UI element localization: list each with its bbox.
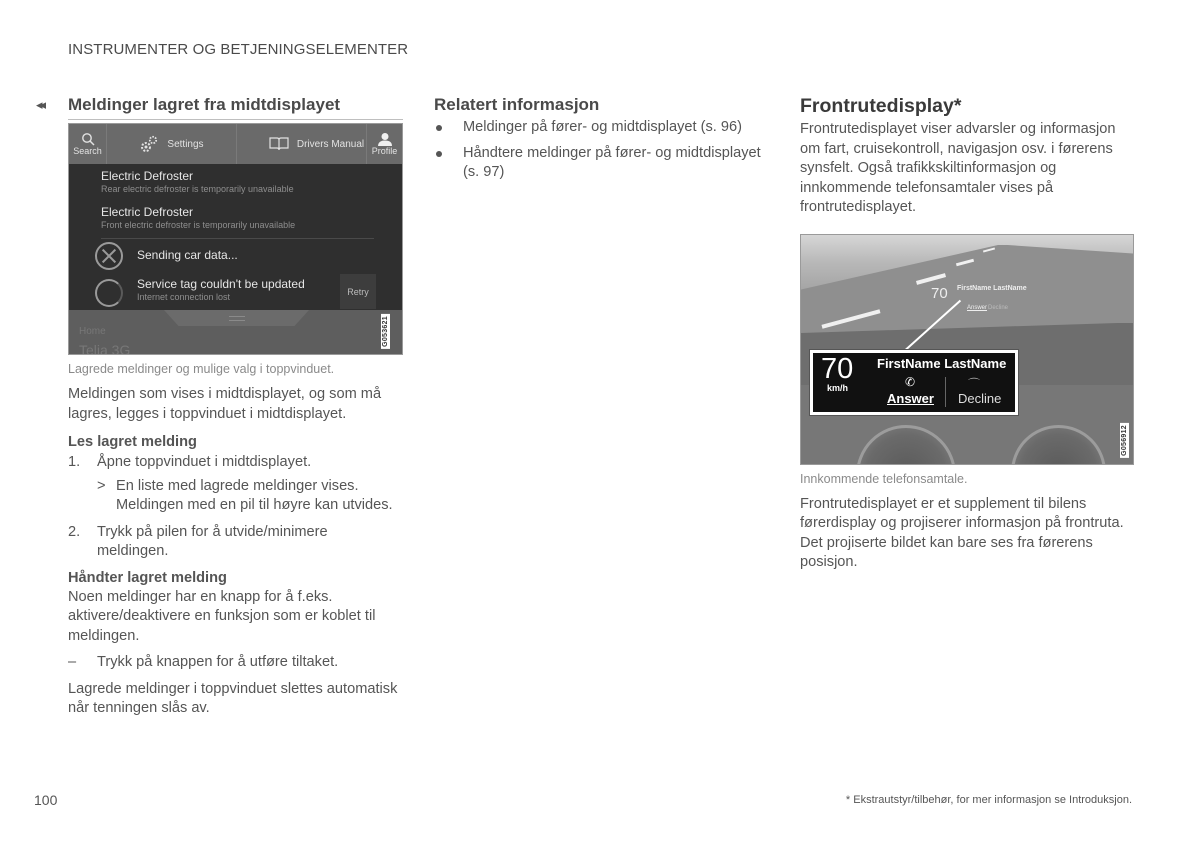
projected-decline: Decline: [988, 304, 1009, 311]
hud-callout: [810, 350, 1018, 415]
search-label: Search: [73, 146, 102, 156]
handle-grip-icon: [229, 316, 245, 321]
hangup-icon: ⌒: [968, 376, 981, 391]
column-hud: [800, 94, 1135, 573]
settings-button: [107, 124, 237, 164]
step-text: Trykk på pilen for å utvide/minimere meldingen.: [97, 523, 328, 559]
divider: [101, 238, 374, 239]
message-title: Electric Defroster: [101, 169, 194, 183]
section-title: Meldinger lagret fra midtdisplayet: [68, 94, 403, 120]
bullet-icon: [436, 125, 442, 131]
progress-ring-icon: [95, 279, 123, 307]
message-title: Electric Defroster: [101, 205, 194, 219]
profile-button: [367, 124, 402, 164]
message-subtitle: Rear electric defroster is temporarily unavailable: [101, 184, 294, 194]
speed-unit: km/h: [827, 382, 849, 393]
gear-icon: [139, 135, 159, 153]
image-code: G053621: [382, 316, 389, 347]
step-text: Åpne toppvinduet i midtdisplayet.: [97, 454, 312, 470]
phone-icon: ✆: [905, 374, 916, 389]
related-link[interactable]: [434, 118, 774, 138]
related-link-text[interactable]: Meldinger på fører- og midtdisplayet (s. 96): [463, 119, 743, 135]
step-item: [68, 453, 403, 516]
closing-paragraph: Lagrede meldinger i toppvinduet slettes automatisk når tenningen slås av.: [68, 680, 398, 716]
message-item: [101, 205, 295, 231]
message-title: Service tag couldn't be updated: [137, 277, 305, 291]
drivers-manual-button: [267, 124, 367, 164]
faded-home-label: Home: [79, 326, 106, 337]
step-number: 1.: [68, 454, 81, 470]
steps-list: [68, 453, 403, 562]
hud-body-paragraph: Frontrutedisplayet er et supplement til bilens førerdisplay og projiserer informasjon på frontruta. Det projiserte bildet kan bare ses fra førerens posisjon.: [800, 495, 1124, 570]
step-number: 2.: [68, 523, 81, 540]
speed-value: 70: [821, 352, 854, 385]
projected-speed: 70: [931, 284, 948, 302]
settings-label: Settings: [167, 138, 204, 150]
profile-label: Profile: [371, 146, 398, 156]
head-up-display-image: [800, 234, 1134, 465]
handle-paragraph: Noen meldinger har en knapp for å f.eks. aktivere/deaktivere en funksjon som er koblet til meldingen.: [68, 588, 376, 644]
divider: [945, 377, 946, 407]
step-result: [68, 477, 403, 516]
message-title: Sending car data...: [137, 248, 238, 262]
decline-option: Decline: [958, 390, 1002, 406]
message-item: [101, 169, 294, 195]
running-header: INSTRUMENTER OG BETJENINGSELEMENTER: [68, 41, 409, 58]
message-item: [137, 248, 238, 262]
projected-caller: FirstName LastName: [957, 284, 1027, 292]
message-subtitle: Front electric defroster is temporarily unavailable: [101, 220, 296, 230]
result-marker: >: [97, 477, 106, 494]
intro-paragraph: Meldingen som vises i midtdisplayet, og som må lagres, legges i toppvinduet i midtdisplayet.: [68, 386, 382, 422]
message-item: [137, 277, 305, 303]
footnote: * Ekstrautstyr/tilbehør, for mer informasjon se Introduksjon.: [845, 794, 1132, 806]
hud-title: Frontrutedisplay*: [800, 95, 962, 117]
cancel-circle-icon: [95, 242, 123, 270]
handle-stored-heading: Håndter lagret melding: [68, 569, 227, 586]
figure-caption: Lagrede meldinger og mulige valg i toppvinduet.: [68, 362, 335, 376]
projected-answer: Answer: [967, 304, 988, 311]
dash-marker: –: [68, 654, 77, 670]
center-display-screenshot: [68, 123, 403, 355]
related-link-text[interactable]: Håndtere meldinger på fører- og midtdisplayet (s. 97): [463, 144, 761, 180]
answer-option: Answer: [887, 390, 934, 406]
back-arrow-icon[interactable]: ◂◂: [36, 97, 44, 112]
related-links: [434, 118, 774, 183]
related-title: Relatert informasjon: [434, 95, 600, 114]
search-icon: [81, 132, 95, 146]
profile-icon: [378, 132, 392, 146]
action-text: Trykk på knappen for å utføre tiltaket.: [97, 654, 339, 670]
book-icon: [269, 137, 289, 151]
result-text: En liste med lagrede meldinger vises. Meldingen med en pil til høyre kan utvides.: [116, 477, 393, 513]
image-code: G056912: [1121, 424, 1128, 456]
action-item: [68, 653, 403, 673]
column-stored-messages: [68, 94, 403, 719]
column-related-info: [434, 94, 774, 189]
bullet-icon: [436, 151, 442, 157]
read-stored-heading: Les lagret melding: [68, 434, 197, 450]
page-number: 100: [34, 792, 58, 808]
drivers-manual-label: Drivers Manual: [296, 138, 365, 150]
hud-intro-paragraph: Frontrutedisplayet viser advarsler og informasjon om fart, cruisekontroll, navigasjon osv. i førerens synsfelt. Også trafikkskiltinformasjon og innkommende telefonsamtaler vises på frontrutedisplayet.: [800, 121, 1116, 215]
caller-name: FirstName LastName: [877, 355, 1007, 371]
message-subtitle: Internet connection lost: [137, 292, 231, 302]
retry-button: Retry: [340, 274, 376, 309]
figure-caption: Innkommende telefonsamtale.: [800, 471, 968, 486]
search-button: [69, 124, 107, 164]
related-link[interactable]: [434, 144, 774, 183]
step-item: [68, 523, 403, 562]
top-bar: [69, 124, 402, 164]
faded-network-label: Telia 3G: [79, 342, 131, 355]
